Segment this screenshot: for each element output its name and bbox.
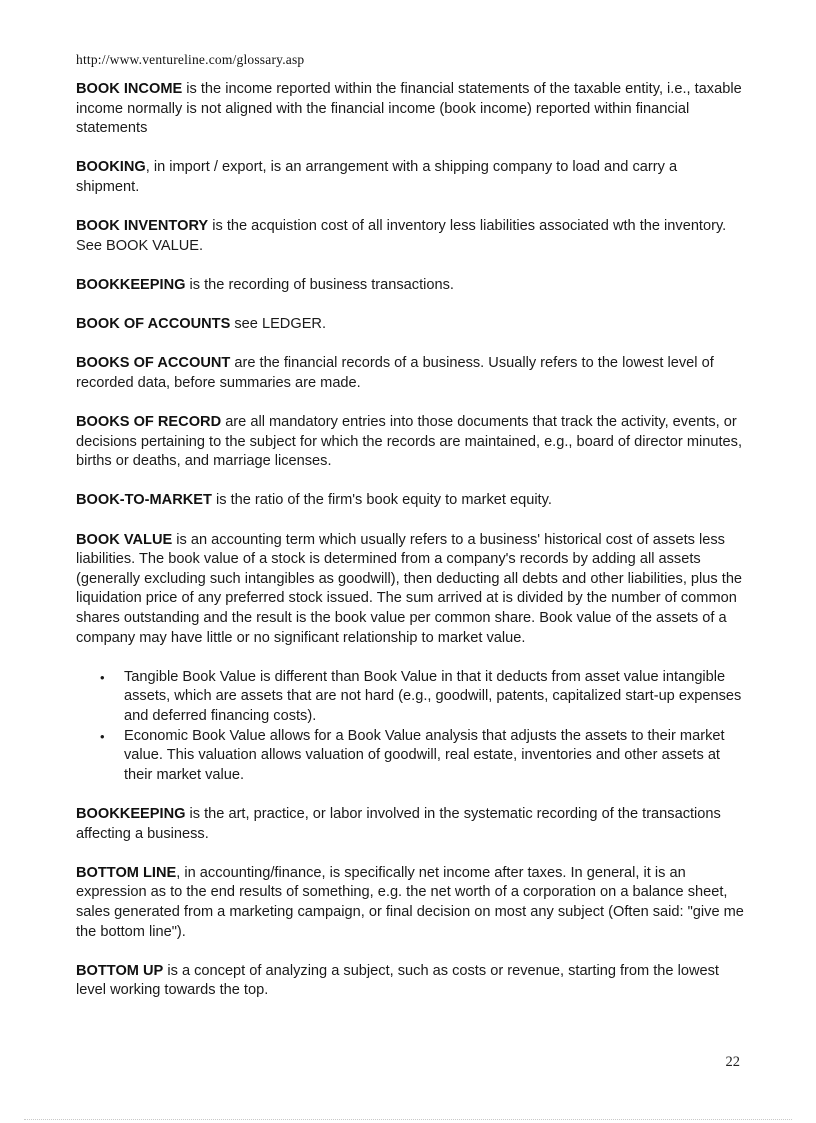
bullet-text: Economic Book Value allows for a Book Value analysis that adjusts the assets to their market value. This valuation allows valuation of goodwill, real estate, inventories and other assets at their market value. <box>124 727 725 783</box>
entry-term: BOOK INCOME <box>76 81 183 97</box>
glossary-entry-book-of-accounts <box>76 315 744 335</box>
entry-term: BOOKING <box>76 159 146 176</box>
book-value-bullet-list <box>76 668 744 786</box>
glossary-entry-books-of-account <box>76 354 744 393</box>
glossary-entry-book-value <box>76 531 744 649</box>
entry-definition: is the acquistion cost of all inventory less liabilities associated wth the inventory. See BOOK VALUE. <box>76 218 727 254</box>
glossary-entry-book-inventory <box>76 217 744 256</box>
entry-definition: is the recording of business transactions. <box>185 276 454 293</box>
glossary-content <box>76 80 744 1021</box>
source-url: http://www.ventureline.com/glossary.asp <box>76 52 305 67</box>
list-item <box>100 727 744 786</box>
entry-term: BOOK VALUE <box>76 531 173 548</box>
entry-definition: is an accounting term which usually refers to a business' historical cost of assets less liabilities. The book value of a stock is determined from a company's records by adding all assets (generally excluding such intangibles as goodwill), then deducting all debts and other liabilities, plus the liquidation price of any preferred stock issued. The sum arrived at is divided by the number of common shares outstanding and the result is the book value per common share. Book value of the assets of a company may have little or no significant relationship to market value. <box>76 531 743 646</box>
entry-definition: are all mandatory entries into those documents that track the activity, events, or decisions pertaining to the subject for which the records are maintained, e.g., board of director minutes, births or deaths, and marriage licenses. <box>76 414 742 470</box>
entry-term: BOOKS OF RECORD <box>76 414 222 431</box>
bullet-icon: • <box>100 728 105 744</box>
glossary-entry-book-to-market <box>76 491 744 511</box>
entry-definition: is the art, practice, or labor involved in the systematic recording of the transactions affecting a business. <box>76 805 721 842</box>
entry-term: BOTTOM LINE <box>76 864 177 881</box>
glossary-entry-bottom-line <box>76 864 744 942</box>
entry-term: BOOK-TO-MARKET <box>76 492 212 509</box>
entry-term: BOTTOM UP <box>76 962 164 979</box>
glossary-entry-book-income <box>76 80 744 139</box>
page-number: 22 <box>725 1054 740 1070</box>
glossary-entry-booking <box>76 158 744 197</box>
entry-term: BOOKS OF ACCOUNT <box>76 355 231 372</box>
entry-definition: is the ratio of the firm's book equity to market equity. <box>211 492 552 509</box>
entry-term: BOOK OF ACCOUNTS <box>76 316 231 333</box>
entry-definition: is the income reported within the financial statements of the taxable entity, i.e., taxable income normally is not aligned with the financial income (book income) reported within financial statements <box>76 81 742 137</box>
entry-term: BOOKKEEPING <box>76 276 186 293</box>
entry-term: BOOKKEEPING <box>76 805 186 822</box>
glossary-entry-books-of-record <box>76 413 744 472</box>
entry-definition: is a concept of analyzing a subject, such as costs or revenue, starting from the lowest level working towards the top. <box>76 962 719 999</box>
glossary-entry-bookkeeping <box>76 276 744 296</box>
glossary-entry-bottom-up <box>76 962 744 1001</box>
entry-definition: , in import / export, is an arrangement with a shipping company to load and carry a shipment. <box>76 159 678 195</box>
glossary-entry-bookkeeping-2 <box>76 805 744 844</box>
list-item <box>100 668 744 727</box>
page-bottom-divider <box>24 1119 792 1120</box>
entry-definition: see LEDGER. <box>230 316 327 333</box>
entry-definition: , in accounting/finance, is specifically net income after taxes. In general, it is an expression as to the end results of something, e.g. the net worth of a corporation on a balance sheet, sales generated from a marketing campaign, or final decision on most any subject (Often said: "give me the bottom line"). <box>76 864 744 940</box>
entry-term: BOOK INVENTORY <box>76 218 209 235</box>
entry-definition: are the financial records of a business. Usually refers to the lowest level of recorded data, before summaries are made. <box>76 355 714 391</box>
bullet-icon: • <box>100 669 105 685</box>
bullet-text: Tangible Book Value is different than Book Value in that it deducts from asset value intangible assets, which are assets that are not hard (e.g., goodwill, patents, capitalized start-up expenses and deferred financing costs). <box>124 668 742 724</box>
